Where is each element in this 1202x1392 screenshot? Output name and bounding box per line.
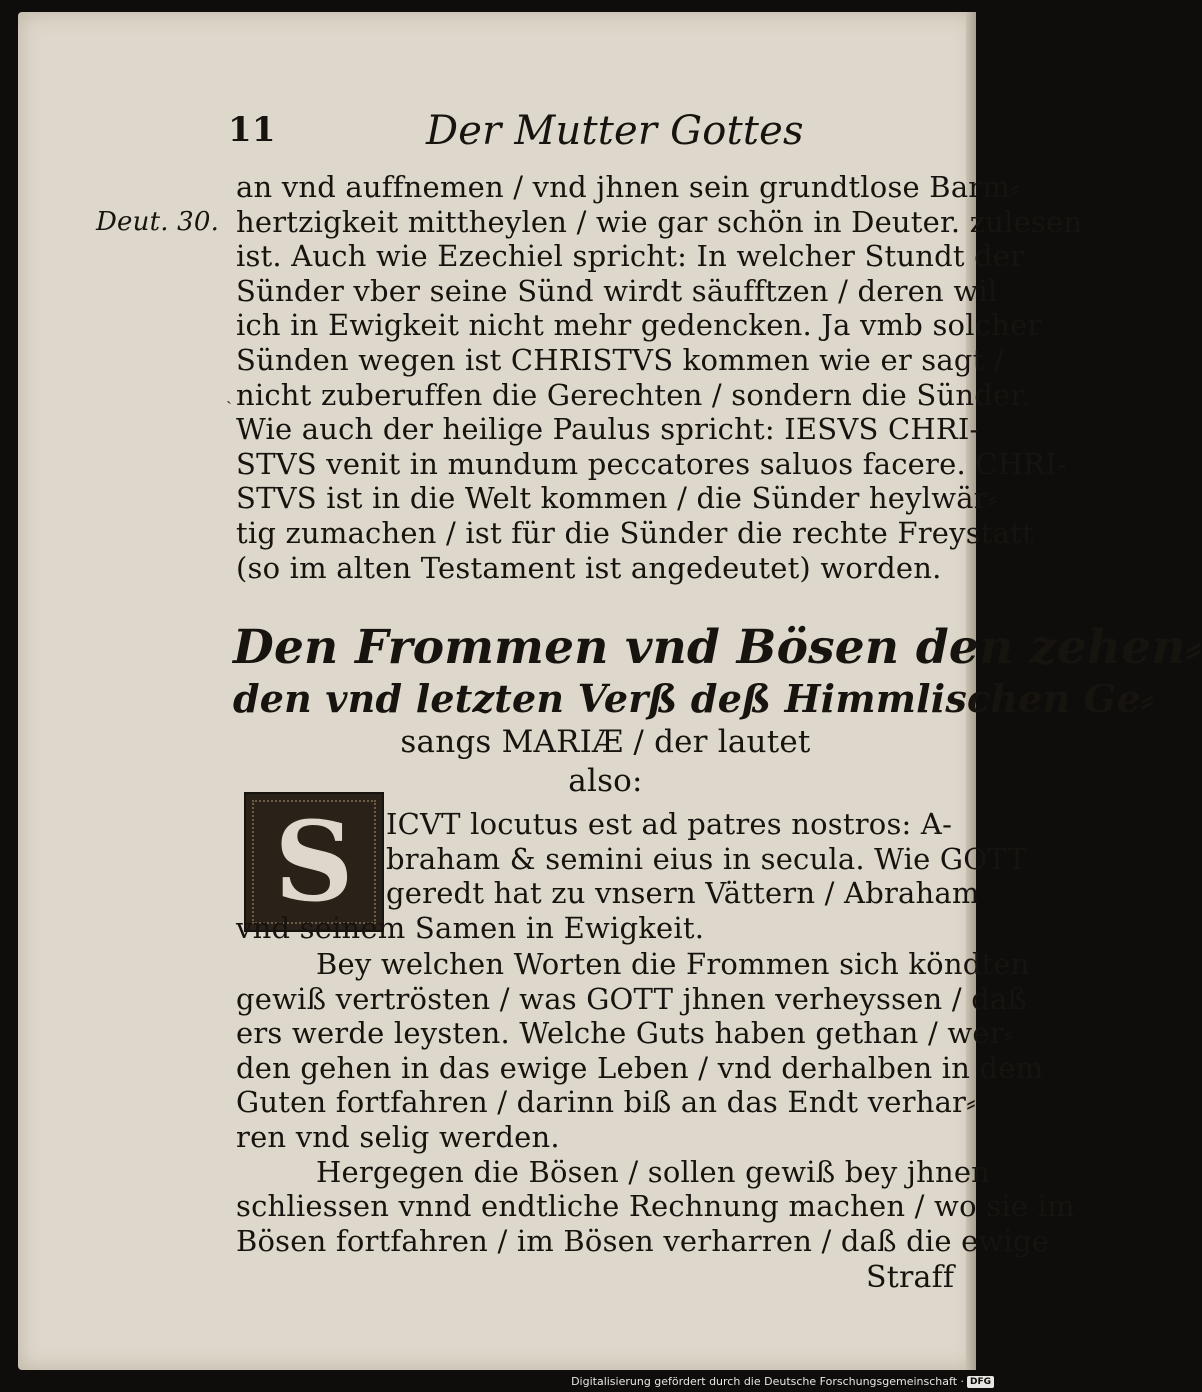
text-line: STVS venit in mundum peccatores saluos facere. CHRI-	[236, 446, 1067, 481]
initial-letter: S	[274, 797, 354, 926]
margin-note: Deut. 30.	[96, 207, 220, 237]
text-line: ICVT locutus est ad patres nostros: A-	[386, 807, 953, 841]
footer-bar	[0, 1370, 1000, 1392]
text-line: tig zumachen / ist für die Sünder die rechte Freystatt	[236, 515, 1034, 550]
dfg-logo: DFG	[967, 1376, 994, 1388]
text-line: STVS ist in die Welt kommen / die Sünder heylwär⸗	[236, 481, 998, 516]
text-line: nicht zuberuffen die Gerechten / sondern die Sünder.	[236, 377, 1031, 412]
book-page	[18, 12, 1202, 1370]
section-heading	[233, 620, 1202, 800]
text-line: schliessen vnnd endtliche Rechnung machen / wo sie im	[236, 1189, 1075, 1224]
catchword: Straff	[866, 1260, 955, 1295]
paragraph-3	[236, 947, 1075, 1258]
text-line: Sünden wegen ist CHRISTVS kommen wie er sagt /	[236, 342, 1004, 377]
text-line: Hergegen die Bösen / sollen gewiß bey jhnen	[316, 1154, 991, 1189]
running-head: Der Mutter Gottes	[426, 108, 804, 154]
text-line: Guten fortfahren / darinn biß an das Endt verhar⸗	[236, 1085, 976, 1120]
heading-line: also:	[568, 763, 643, 799]
text-line: ist. Auch wie Ezechiel spricht: In welcher Stundt der	[236, 239, 1025, 274]
footer-credit: Digitalisierung gefördert durch die Deutsche Forschungsgemeinschaft ·	[571, 1375, 964, 1388]
text-line: an vnd auffnemen / vnd jhnen sein grundtlose Barm⸗	[236, 170, 1020, 204]
text-line: braham & semini eius in secula. Wie GOTT	[386, 841, 1027, 876]
text-line: ich in Ewigkeit nicht mehr gedencken. Ja vmb solcher	[236, 308, 1042, 343]
text-line: Wie auch der heilige Paulus spricht: IESVS CHRI-	[236, 412, 980, 447]
text-line: Bey welchen Worten die Frommen sich köndten	[316, 947, 1030, 981]
text-line: geredt hat zu vnsern Vättern / Abraham	[386, 876, 980, 911]
folio-number: 11	[228, 110, 276, 150]
ink-mark: ˏ	[226, 384, 232, 405]
heading-line: Den Frommen vnd Bösen den zehen⸗	[233, 620, 1202, 675]
text-line: hertzigkeit mittheylen / wie gar schön in Deuter. zulesen	[236, 204, 1083, 239]
heading-line: sangs MARIÆ / der lautet	[400, 724, 811, 760]
heading-line: den vnd letzten Verß deß Himmlischen Ge⸗	[233, 676, 1154, 721]
text-line: Bösen fortfahren / im Bösen verharren / daß die ewige	[236, 1223, 1050, 1258]
text-line: gewiß vertrösten / was GOTT jhnen verheyssen / daß	[236, 981, 1028, 1016]
text-line: Sünder vber seine Sünd wirdt säufftzen / deren wil	[236, 273, 998, 308]
text-line: ers werde leysten. Welche Guts haben gethan / wer⸗	[236, 1016, 1014, 1051]
paragraph-1	[236, 170, 1083, 585]
text-line: ren vnd selig werden.	[236, 1119, 560, 1154]
text-line: vnd seinem Samen in Ewigkeit.	[236, 910, 705, 945]
paragraph-2	[236, 797, 1027, 945]
text-line: (so im alten Testament ist angedeutet) worden.	[236, 550, 942, 585]
text-line: den gehen in das ewige Leben / vnd derhalben in dem	[236, 1050, 1044, 1085]
